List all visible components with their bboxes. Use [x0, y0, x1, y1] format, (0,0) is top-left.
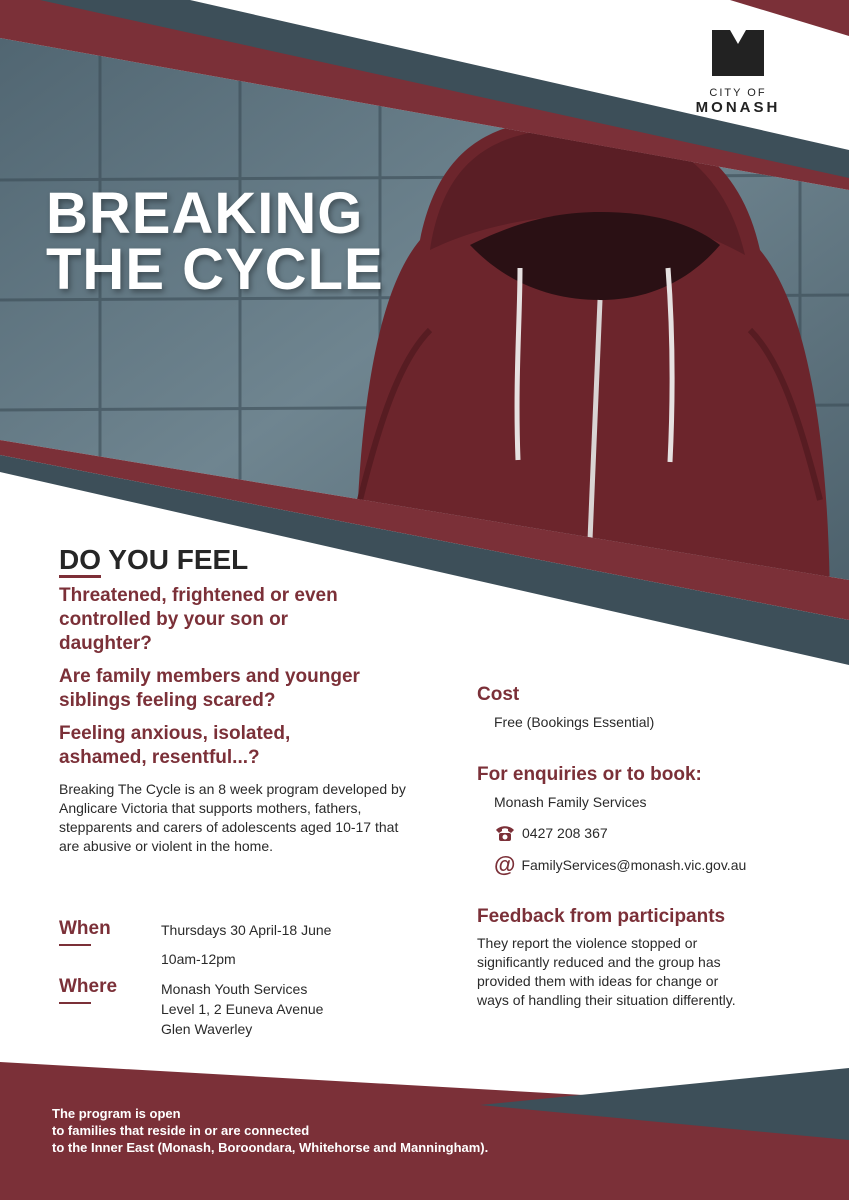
logo-name-text: MONASH — [695, 99, 781, 116]
left-column — [59, 544, 429, 856]
footer-line1: The program is open — [52, 1106, 181, 1121]
where-details — [161, 979, 323, 1039]
question-threatened: Threatened, frightened or even controlled by your son or daughter? — [59, 585, 338, 654]
when-details — [161, 920, 331, 969]
program-description: Breaking The Cycle is an 8 week program developed by Anglicare Victoria that supports mothers, fathers, stepparents and carers of adolescents aged 10-17 that are abusive or violent in the home. — [59, 781, 406, 854]
feedback-heading: Feedback from participants — [477, 906, 726, 927]
do-you-feel-underlined-word: DO — [59, 544, 101, 575]
where-line1: Monash Youth Services — [161, 981, 308, 997]
phone-icon — [494, 824, 516, 842]
email-address[interactable]: FamilyServices@monash.vic.gov.au — [521, 857, 747, 873]
at-icon: @ — [494, 852, 516, 877]
when-time: 10am-12pm — [161, 951, 236, 967]
enquiries-heading: For enquiries or to book: — [477, 764, 702, 785]
where-line2: Level 1, 2 Euneva Avenue — [161, 1001, 324, 1017]
logo-city-text: CITY OF — [709, 87, 767, 99]
city-of-monash-logo — [690, 30, 786, 116]
cost-heading: Cost — [477, 684, 520, 705]
hero-title — [46, 181, 384, 302]
enquiries-org: Monash Family Services — [494, 794, 647, 810]
footer-line2: to families that reside in or are connected — [52, 1123, 310, 1138]
do-you-feel-heading — [59, 544, 429, 576]
phone-contact — [494, 824, 807, 842]
hero-title-line2: THE CYCLE — [46, 237, 384, 302]
question-family-members: Are family members and younger siblings feeling scared? — [59, 666, 360, 711]
cost-text: Free (Bookings Essential) — [494, 714, 655, 730]
footer-eligibility — [52, 1105, 488, 1156]
do-you-feel-rest: YOU FEEL — [101, 544, 249, 575]
when-date: Thursdays 30 April-18 June — [161, 922, 332, 938]
feedback-text: They report the violence stopped or significantly reduced and the group has provided them with ideas for change or ways of handling their situation differently. — [477, 935, 736, 1008]
where-label: Where — [59, 976, 118, 997]
question-anxious: Feeling anxious, isolated, ashamed, resentful...? — [59, 723, 291, 768]
where-line3: Glen Waverley — [161, 1021, 253, 1037]
monash-logo-icon — [712, 30, 764, 76]
when-label: When — [59, 918, 111, 939]
right-column — [477, 684, 807, 1010]
footer-line3: to the Inner East (Monash, Boroondara, Whitehorse and Manningham). — [52, 1140, 489, 1155]
hero-title-line1: BREAKING — [46, 181, 364, 246]
phone-number[interactable]: 0427 208 367 — [522, 825, 608, 841]
email-contact — [494, 852, 807, 877]
